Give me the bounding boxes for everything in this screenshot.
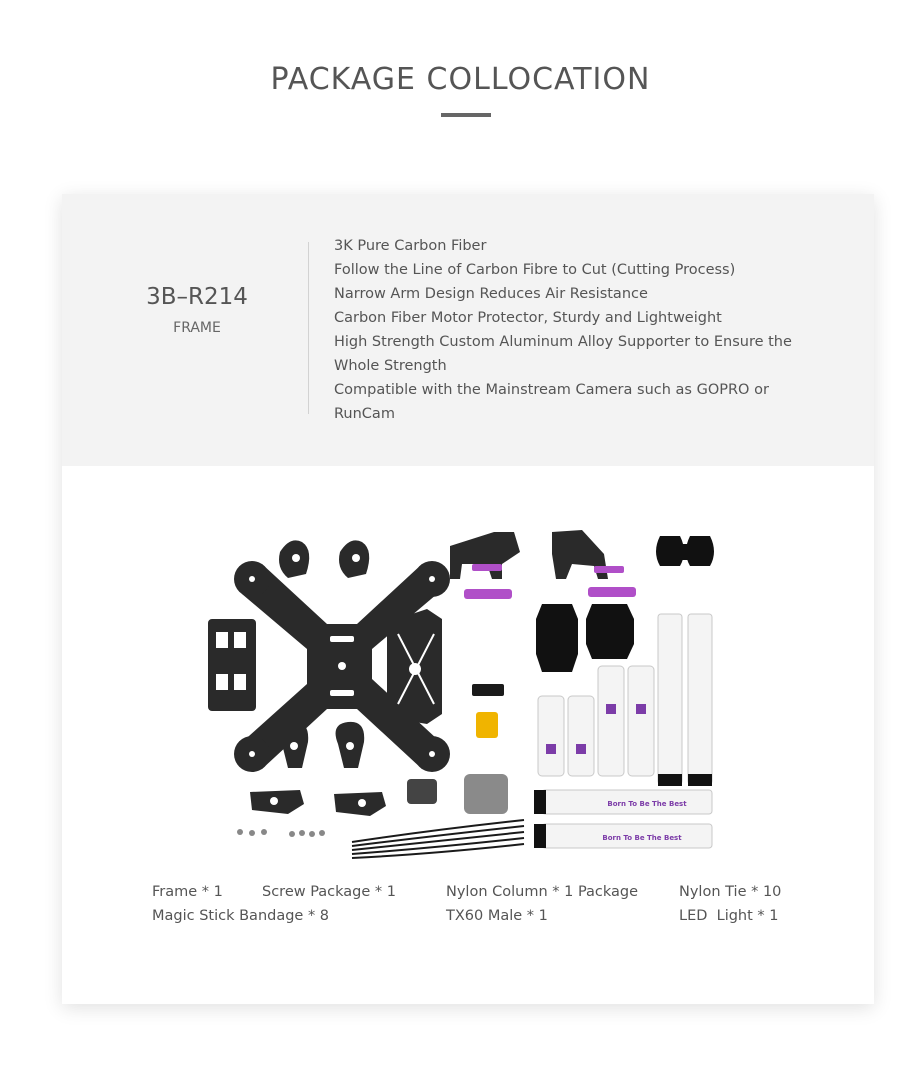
strap-label: Born To Be The Best xyxy=(602,834,682,842)
package-item: TX60 Male * 1 xyxy=(446,908,548,924)
feature-item: Follow the Line of Carbon Fibre to Cut (Cutting Process) xyxy=(334,262,736,278)
feature-item: Narrow Arm Design Reduces Air Resistance xyxy=(334,286,648,302)
product-card xyxy=(62,194,874,1004)
model-category: FRAME xyxy=(173,320,221,336)
battery-pad xyxy=(656,536,714,566)
feature-list xyxy=(334,234,804,426)
motor-protectors-bottom xyxy=(280,722,365,768)
top-plate xyxy=(387,609,442,724)
page-title: PACKAGE COLLOCATION xyxy=(270,62,651,97)
straps-horizontal xyxy=(534,790,712,848)
package-item-list xyxy=(62,884,874,944)
stack-plates xyxy=(536,604,634,672)
title-underline xyxy=(441,113,491,117)
motor-protectors-top xyxy=(279,540,369,578)
model-name: 3B–R214 xyxy=(146,284,248,310)
straps-vertical xyxy=(658,614,712,784)
feature-item: Compatible with the Mainstream Camera such as GOPRO or xyxy=(334,382,769,398)
product-header-panel xyxy=(62,194,874,466)
magic-stick-bandages xyxy=(538,666,654,776)
strap-label: Born To Be The Best xyxy=(607,800,687,808)
package-item: Magic Stick Bandage * 8 xyxy=(152,908,330,924)
vertical-divider xyxy=(308,242,309,414)
led-light xyxy=(472,684,504,696)
xt60-connector xyxy=(476,712,498,738)
package-item: LED Light * 1 xyxy=(679,908,779,924)
package-item: Nylon Tie * 10 xyxy=(679,884,782,900)
package-item: Nylon Column * 1 Package xyxy=(446,884,639,900)
camera-brackets xyxy=(250,790,386,816)
package-item: Frame * 1 xyxy=(152,884,223,900)
nuts xyxy=(237,829,325,837)
package-item: Screw Package * 1 xyxy=(262,884,397,900)
feature-item: Whole Strength xyxy=(334,358,447,374)
feature-item: High Strength Custom Aluminum Alloy Supporter to Ensure the xyxy=(334,334,792,350)
screw-package xyxy=(407,774,508,814)
package-contents-photo xyxy=(202,524,722,868)
feature-item: 3K Pure Carbon Fiber xyxy=(334,238,487,254)
camera-mounts xyxy=(450,530,608,579)
aluminum-supporters xyxy=(464,564,636,599)
nylon-ties xyxy=(352,820,524,858)
feature-item: RunCam xyxy=(334,406,395,422)
side-plate-left xyxy=(208,619,256,711)
feature-item: Carbon Fiber Motor Protector, Sturdy and Lightweight xyxy=(334,310,722,326)
